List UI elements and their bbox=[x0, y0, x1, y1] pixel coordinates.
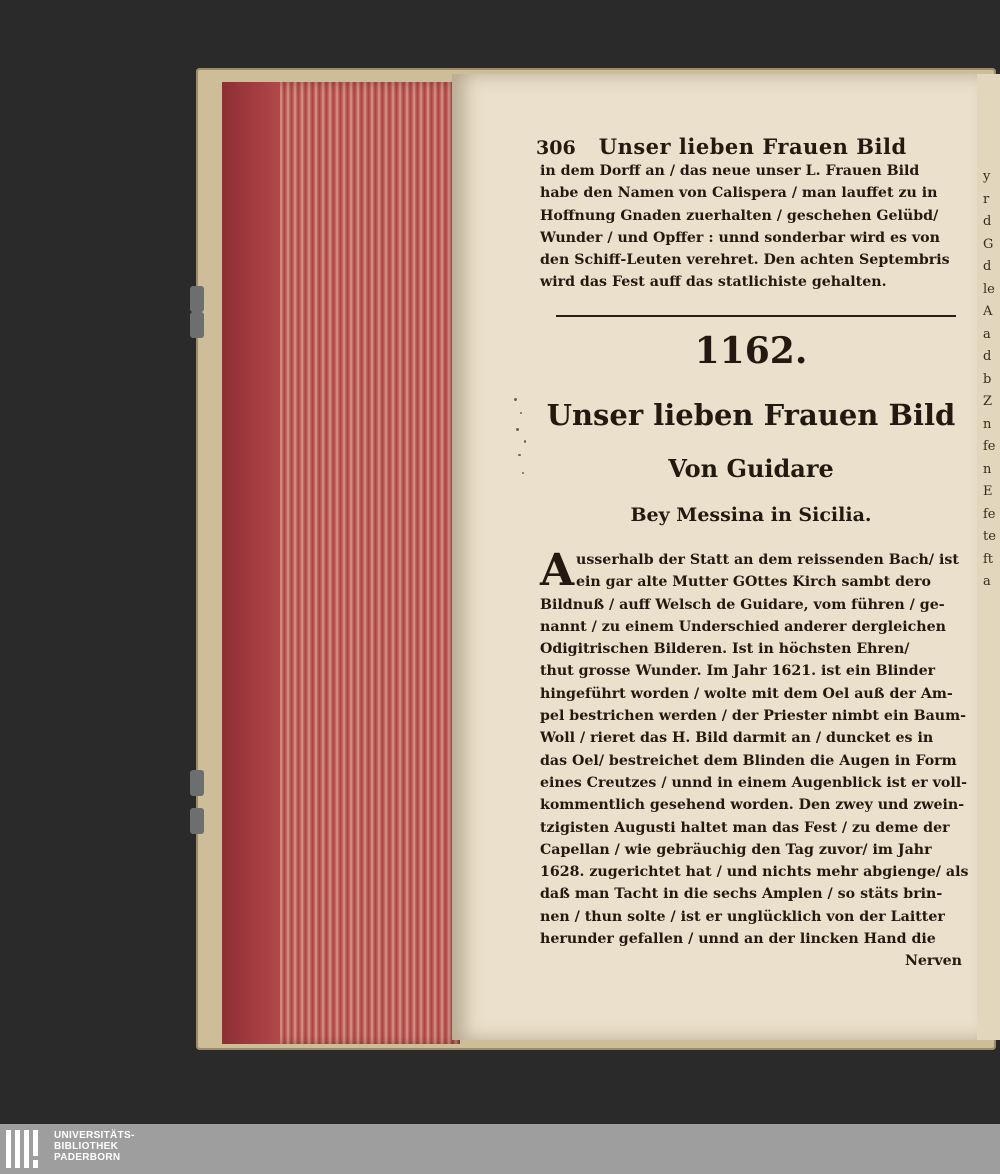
entry-subtitle: Von Guidare bbox=[668, 454, 834, 483]
library-name bbox=[54, 1130, 135, 1163]
ink-specks bbox=[510, 392, 540, 492]
text-line: hingeführt worden / wolte mit dem Oel auß der Am- bbox=[540, 685, 953, 702]
library-logo-icon bbox=[6, 1130, 46, 1168]
text-line: Capellan / wie gebräuchig den Tag zuvor/ im Jahr bbox=[540, 841, 932, 858]
next-page-letter: fe bbox=[983, 439, 996, 454]
next-page-letter: d bbox=[983, 349, 992, 364]
next-page-letter: a bbox=[983, 574, 991, 589]
text-line: Odigitrischen Bilderen. Ist in höchsten Ehren/ bbox=[540, 641, 910, 658]
entry-title: Unser lieben Frauen Bild bbox=[546, 398, 956, 432]
continued-paragraph bbox=[540, 160, 962, 294]
text-line: nen / thun solte / ist er unglücklich von der Laitter bbox=[540, 908, 945, 925]
library-name-line: BIBLIOTHEK bbox=[54, 1141, 119, 1152]
text-line: pel bestrichen werden / der Priester nimbt ein Baum- bbox=[540, 708, 966, 725]
red-page-edges bbox=[222, 82, 460, 1044]
clasp-icon bbox=[190, 286, 204, 312]
text-line: nannt / zu einem Underschied anderer dergleichen bbox=[540, 618, 946, 635]
next-page-letter: r bbox=[983, 191, 990, 207]
text-line: eines Creutzes / unnd in einem Augenblick ist er voll- bbox=[540, 774, 968, 791]
next-page-letter: a bbox=[983, 326, 991, 342]
text-line: ein gar alte Mutter GOttes Kirch sambt dero bbox=[576, 574, 931, 591]
next-page-letter: d bbox=[983, 259, 992, 274]
clasp-icon bbox=[190, 808, 204, 834]
text-line: herunder gefallen / unnd an der lincken Hand die bbox=[540, 931, 936, 948]
text-line: habe den Namen von Calispera / man lauffet zu in bbox=[540, 185, 938, 202]
page-number: 306 bbox=[536, 137, 576, 159]
text-line: Wunder / und Opffer : unnd sonderbar wird es von bbox=[540, 229, 940, 246]
running-head: Unser lieben Frauen Bild bbox=[598, 134, 907, 159]
text-line: tzigisten Augusti haltet man das Fest / zu deme der bbox=[540, 819, 950, 836]
text-line: Woll / rieret das H. Bild darmit an / duncket es in bbox=[540, 730, 934, 747]
next-page-letter: n bbox=[983, 416, 992, 432]
drop-cap: A bbox=[540, 545, 575, 596]
next-page-letter: E bbox=[983, 484, 993, 499]
text-line: wird das Fest auff das statlichiste gehalten. bbox=[540, 274, 887, 291]
next-page-letter: n bbox=[983, 461, 992, 477]
next-page-letter: b bbox=[983, 371, 992, 387]
next-page-letter: fe bbox=[983, 506, 996, 522]
text-line: 1628. zugerichtet hat / und nichts mehr abgienge/ als bbox=[540, 864, 969, 881]
next-page-letter: A bbox=[983, 304, 993, 319]
next-page-letter: G bbox=[983, 236, 994, 252]
text-line: Hoffnung Gnaden zuerhalten / geschehen Gelübd/ bbox=[540, 207, 939, 224]
page-header bbox=[536, 134, 966, 159]
library-name-line: UNIVERSITÄTS- bbox=[54, 1130, 135, 1141]
entry-number: 1162. bbox=[694, 330, 808, 372]
text-line: thut grosse Wunder. Im Jahr 1621. ist ein Blinder bbox=[540, 663, 936, 680]
next-page-letter: d bbox=[983, 214, 992, 229]
section-divider bbox=[556, 315, 956, 317]
body-paragraph bbox=[540, 545, 969, 973]
clasp-icon bbox=[190, 770, 204, 796]
next-page-edge bbox=[977, 74, 1000, 1040]
library-name-line: PADERBORN bbox=[54, 1152, 121, 1163]
text-line: daß man Tacht in die sechs Amplen / so stäts brin- bbox=[540, 886, 943, 903]
next-page-letter: te bbox=[983, 529, 996, 544]
text-line: in dem Dorff an / das neue unser L. Frauen Bild bbox=[540, 163, 920, 179]
entry-location: Bey Messina in Sicilia. bbox=[630, 504, 872, 526]
library-footer bbox=[0, 1124, 1000, 1174]
clasp-icon bbox=[190, 312, 204, 338]
next-page-letter: ft bbox=[983, 551, 994, 567]
text-line: usserhalb der Statt an dem reissenden Bach/ ist bbox=[576, 552, 959, 568]
next-page-letter: le bbox=[983, 281, 995, 297]
text-line: kommentlich gesehend worden. Den zwey und zwein- bbox=[540, 797, 965, 814]
next-page-letter: Z bbox=[983, 394, 993, 409]
text-line: das Oel/ bestreichet dem Blinden die Augen in Form bbox=[540, 752, 957, 769]
text-line: den Schiff-Leuten verehret. Den achten Septembris bbox=[540, 252, 950, 269]
next-page-letter: y bbox=[983, 169, 991, 184]
text-line: Bildnuß / auff Welsch de Guidare, vom führen / ge- bbox=[540, 596, 945, 613]
catchword: Nerven bbox=[904, 953, 962, 970]
